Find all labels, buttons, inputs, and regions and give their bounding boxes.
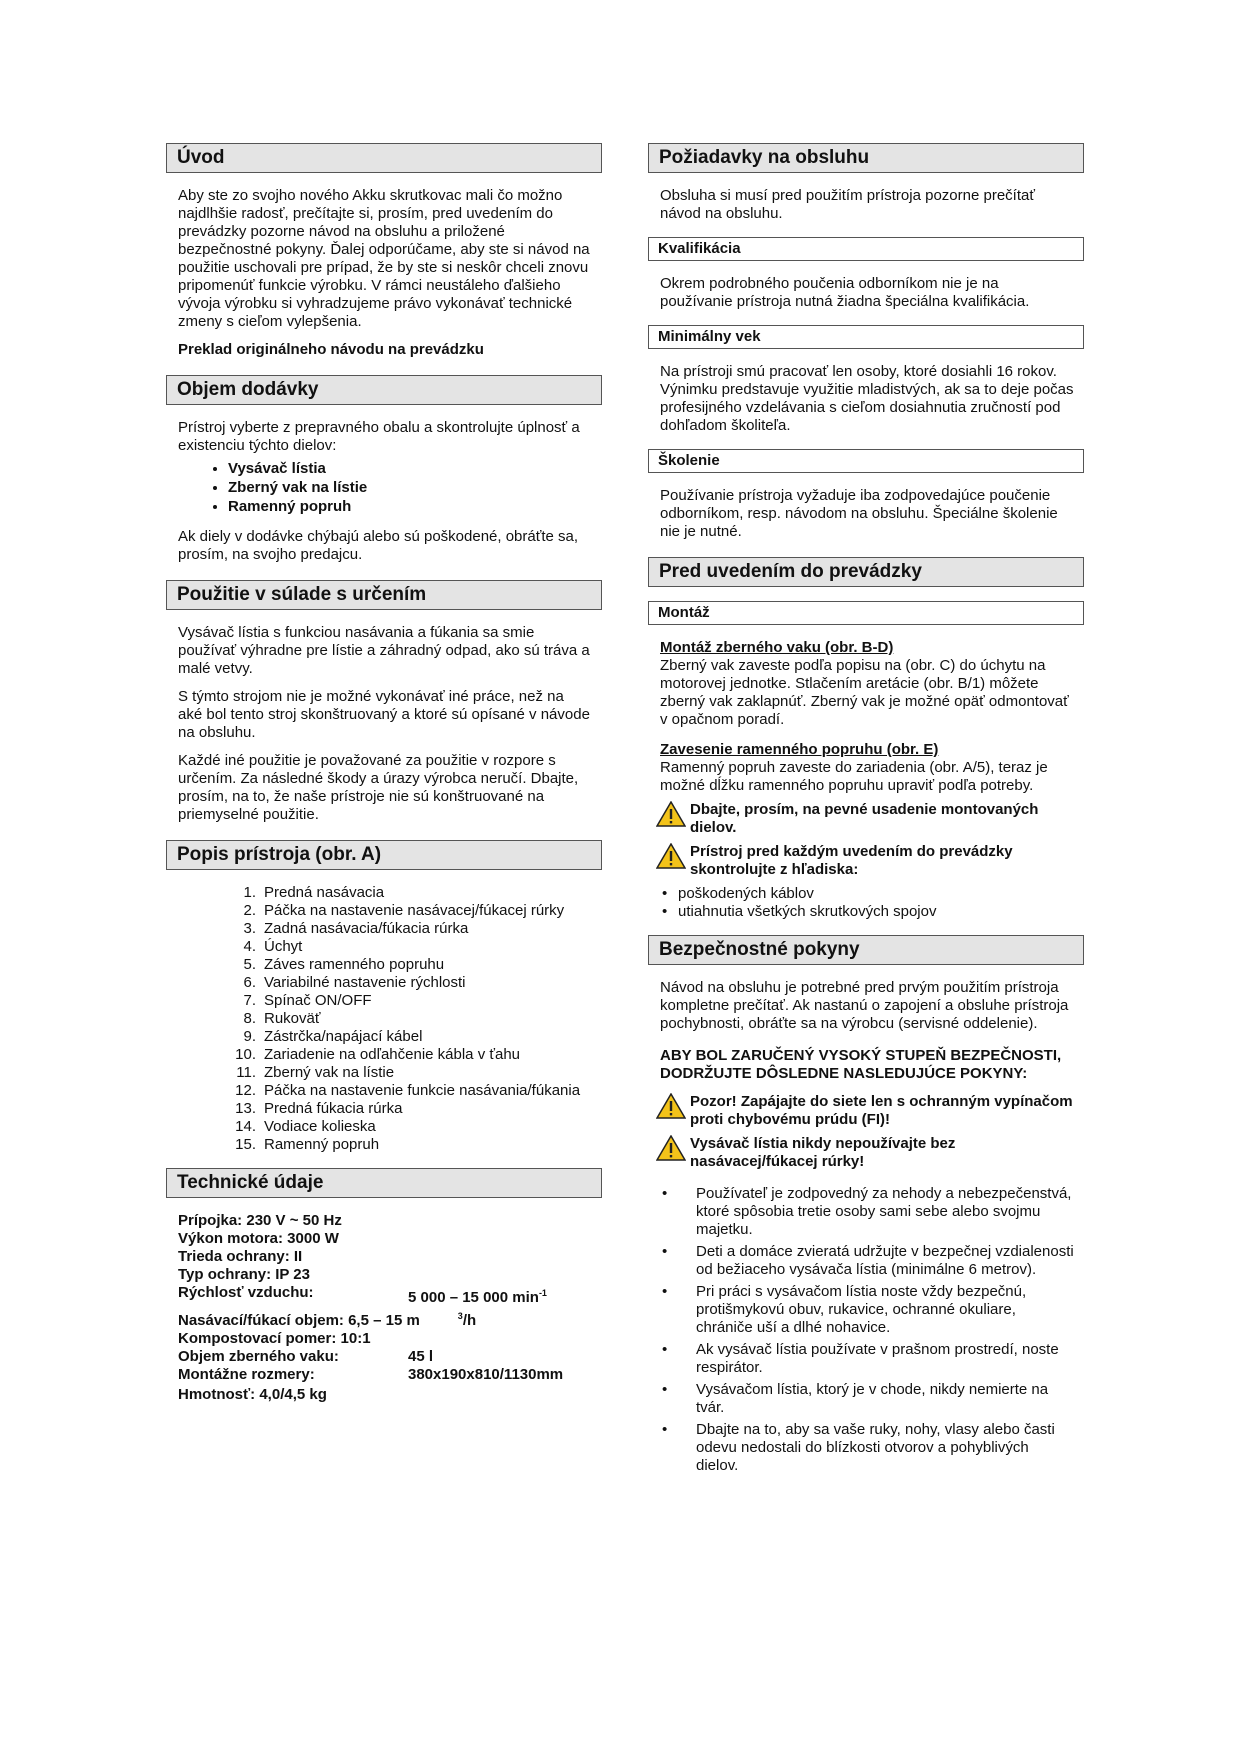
warning-icon <box>656 843 686 869</box>
warning-icon <box>656 1093 686 1119</box>
section-heading-tech: Technické údaje <box>166 1168 602 1198</box>
warning-rurka: Vysávač lístia nikdy nepoužívajte bez nasávacej/fúkacej rúrky! <box>656 1135 1074 1171</box>
skolenie-text: Používanie prístroja vyžaduje iba zodpovedajúce poučenie odborníkom, resp. návodom na obsluhu. Špeciálne školenie nie je nutné. <box>660 487 1058 540</box>
safety-list <box>660 1185 1074 1475</box>
spec-vak: Objem zberného vaku: 45 l <box>178 1348 434 1365</box>
spec-pripojka: Prípojka: 230 V ~ 50 Hz <box>178 1212 342 1229</box>
list-item: 5. Záves ramenného popruhu <box>243 956 445 973</box>
list-item: • Dbajte na to, aby sa vaše ruky, nohy, vlasy alebo časti odevu nedostali do blízkosti otvorov a pohyblivých dielov. <box>660 1421 1074 1475</box>
list-item: 7. Spínač ON/OFF <box>243 992 372 1009</box>
section-heading-uvod: Úvod <box>166 143 602 173</box>
tech-specs <box>178 1212 602 1404</box>
poziadavky-text: Obsluha si musí pred použitím prístroja pozorne prečítať návod na obsluhu. <box>660 187 1035 222</box>
list-item: 3. Zadná nasávacia/fúkacia rúrka <box>243 920 469 937</box>
montaz-vaku-text: Zberný vak zaveste podľa popisu na (obr. C) do úchytu na motorovej jednotke. Stlačením aretácie (obr. B/1) môžete zberný vak zaklapnúť. Zberný vak je možné opäť odmontovať v opačnom poradí. <box>660 657 1069 728</box>
list-item: • utiahnutia všetkých skrutkových spojov <box>660 903 1084 921</box>
section-heading-bezp: Bezpečnostné pokyny <box>648 935 1084 965</box>
bezp-text: Návod na obsluhu je potrebné pred prvým použitím prístroja kompletne prečítať. Ak nastanú o zapojení a obsluhe prístroja pochybnosti, obráťte sa na výrobcu (servisné oddelenie). <box>660 979 1069 1032</box>
pouzitie-text-2: S týmto strojom nie je možné vykonávať iné práce, než na aké bol tento stroj skonštruovaný a ktoré sú opísané v návode na obsluhu. <box>178 688 590 741</box>
spec-kompost: Kompostovací pomer: 10:1 <box>178 1330 371 1347</box>
list-item: 8. Rukoväť <box>243 1010 321 1027</box>
warning-kontrola: Prístroj pred každým uvedením do prevádzky skontrolujte z hľadiska: <box>656 843 1074 879</box>
list-item: • Ak vysávač lístia používate v prašnom prostredí, noste respirátor. <box>660 1341 1074 1377</box>
warning-fi: Pozor! Zapájajte do siete len s ochranným vypínačom proti chybovému prúdu (FI)! <box>656 1093 1074 1129</box>
list-item: 12. Páčka na nastavenie funkcie nasávania/fúkania <box>235 1082 581 1099</box>
list-item: 9. Zástrčka/napájací kábel <box>243 1028 423 1045</box>
check-list <box>660 885 1084 921</box>
list-item: 6. Variabilné nastavenie rýchlosti <box>243 974 466 991</box>
list-item: 2. Páčka na nastavenie nasávacej/fúkacej rúrky <box>243 902 565 919</box>
list-item: • Vysávač lístia <box>228 459 602 478</box>
list-item: • Deti a domáce zvieratá udržujte v bezpečnej vzdialenosti od bežiaceho vysávača lístia (minimálne 6 metrov). <box>660 1243 1074 1279</box>
spec-trieda: Trieda ochrany: II <box>178 1248 303 1265</box>
section-heading-pred: Pred uvedením do prevádzky <box>648 557 1084 587</box>
list-item: • Používateľ je zodpovedný za nehody a nebezpečenstvá, ktoré spôsobia tretie osoby sami sebe alebo svojmu majetku. <box>660 1185 1074 1239</box>
right-column <box>648 143 1084 1479</box>
objem-intro: Prístroj vyberte z prepravného obalu a skontrolujte úplnosť a existenciu týchto dielov: <box>178 419 580 454</box>
list-item: 15. Ramenný popruh <box>235 1136 380 1153</box>
list-item: 11. Zberný vak na lístie <box>236 1064 395 1081</box>
list-item: 10. Zariadenie na odľahčenie kábla v ťahu <box>235 1046 521 1063</box>
list-item: 1. Predná nasávacia <box>243 884 385 901</box>
spec-rychlost: Rýchlosť vzduchu: 5 000 – 15 000 $\min^{-1}$ <box>178 1284 547 1306</box>
kvalifikacia-text: Okrem podrobného poučenia odborníkom nie je na používanie prístroja nutná žiadna špeciálna kvalifikácia. <box>660 275 1030 310</box>
list-item: 14. Vodiace kolieska <box>235 1118 376 1135</box>
translation-note: Preklad originálneho návodu na prevádzku <box>178 341 484 358</box>
subheading-kvalifikacia: Kvalifikácia <box>648 237 1084 261</box>
section-heading-pouzitie: Použitie v súlade s určením <box>166 580 602 610</box>
spec-rozmery: Montážne rozmery: 380x190x810/1130mm <box>178 1366 564 1383</box>
list-item: 13. Predná fúkacia rúrka <box>235 1100 403 1117</box>
section-heading-popis: Popis prístroja (obr. A) <box>166 840 602 870</box>
subheading-montaz: Montáž <box>648 601 1084 625</box>
delivery-items-list <box>228 459 602 516</box>
list-item: • Ramenný popruh <box>228 497 602 516</box>
list-item: • Pri práci s vysávačom lístia noste vždy bezpečnú, protišmykovú obuv, rukavice, ochranné okuliare, chrániče uší a dlhé nohavice. <box>660 1283 1074 1337</box>
left-column <box>166 143 602 1404</box>
section-heading-poziadavky: Požiadavky na obsluhu <box>648 143 1084 173</box>
subheading-montaz-vaku: Montáž zberného vaku (obr. B-D) <box>660 639 894 656</box>
spec-vykon: Výkon motora: 3000 W <box>178 1230 339 1247</box>
list-item: 4. Úchyt <box>243 938 303 955</box>
warning-montaz: Dbajte, prosím, na pevné usadenie montovaných dielov. <box>656 801 1074 837</box>
zavesenie-text: Ramenný popruh zaveste do zariadenia (obr. A/5), teraz je možné dĺžku ramenného popruhu upraviť podľa potreby. <box>660 759 1048 794</box>
parts-list <box>234 884 602 1154</box>
warning-icon <box>656 801 686 827</box>
list-item: • poškodených káblov <box>660 885 1084 903</box>
pouzitie-text-3: Každé iné použitie je považované za použitie v rozpore s určením. Za následné škody a úrazy výrobca neručí. Dbajte, prosím, na to, že naše prístroje nie sú konštruované na priemyselné použitie. <box>178 752 579 823</box>
bezp-caps-notice: ABY BOL ZARUČENÝ VYSOKÝ STUPEŇ BEZPEČNOSTI, DODRŽUJTE DÔSLEDNE NASLEDUJÚCE POKYNY: <box>660 1047 1062 1082</box>
section-heading-objem: Objem dodávky <box>166 375 602 405</box>
list-item: • Vysávačom lístia, ktorý je v chode, nikdy nemierte na tvár. <box>660 1381 1074 1417</box>
list-item: • Zberný vak na lístie <box>228 478 602 497</box>
subheading-vek: Minimálny vek <box>648 325 1084 349</box>
subheading-zavesenie: Zavesenie ramenného popruhu (obr. E) <box>660 741 939 758</box>
spec-typ: Typ ochrany: IP 23 <box>178 1266 310 1283</box>
pouzitie-text-1: Vysávač lístia s funkciou nasávania a fúkania sa smie používať výhradne pre lístie a záhradný odpad, ako sú tráva a malé vetvy. <box>178 624 590 677</box>
objem-outro: Ak diely v dodávke chýbajú alebo sú poškodené, obráťte sa, prosím, na svojho predajcu. <box>178 528 579 563</box>
vek-text: Na prístroji smú pracovať len osoby, ktoré dosiahli 16 rokov. Výnimku predstavuje využitie mladistvých, ak sa to deje počas profesijného vzdelávania s cieľom dosiahnutia zručností pod dohľadom školiteľa. <box>660 363 1074 434</box>
warning-icon <box>656 1135 686 1161</box>
subheading-skolenie: Školenie <box>648 449 1084 473</box>
spec-objem: Nasávací/fúkací objem: 6,5 – 15 m $^3$/h <box>178 1311 477 1329</box>
uvod-text: Aby ste zo svojho nového Akku skrutkovac mali čo možno najdlhšie radosť, prečítajte si, prosím, pred uvedením do prevádzky pozorne návod na obsluhu a priložené bezpečnostné pokyny. Ďalej odporúčame, aby ste si návod na použitie uschovali pre prípad, že by ste si neskôr chceli znovu pripomenúť funkcie výrobku. V rámci neustáleho ďalšieho vývoja výrobku si vyhradzujeme právo vykonávať technické zmeny s cieľom vylepšenia. <box>178 187 590 330</box>
spec-hmotnost: Hmotnosť: 4,0/4,5 kg <box>178 1386 327 1403</box>
